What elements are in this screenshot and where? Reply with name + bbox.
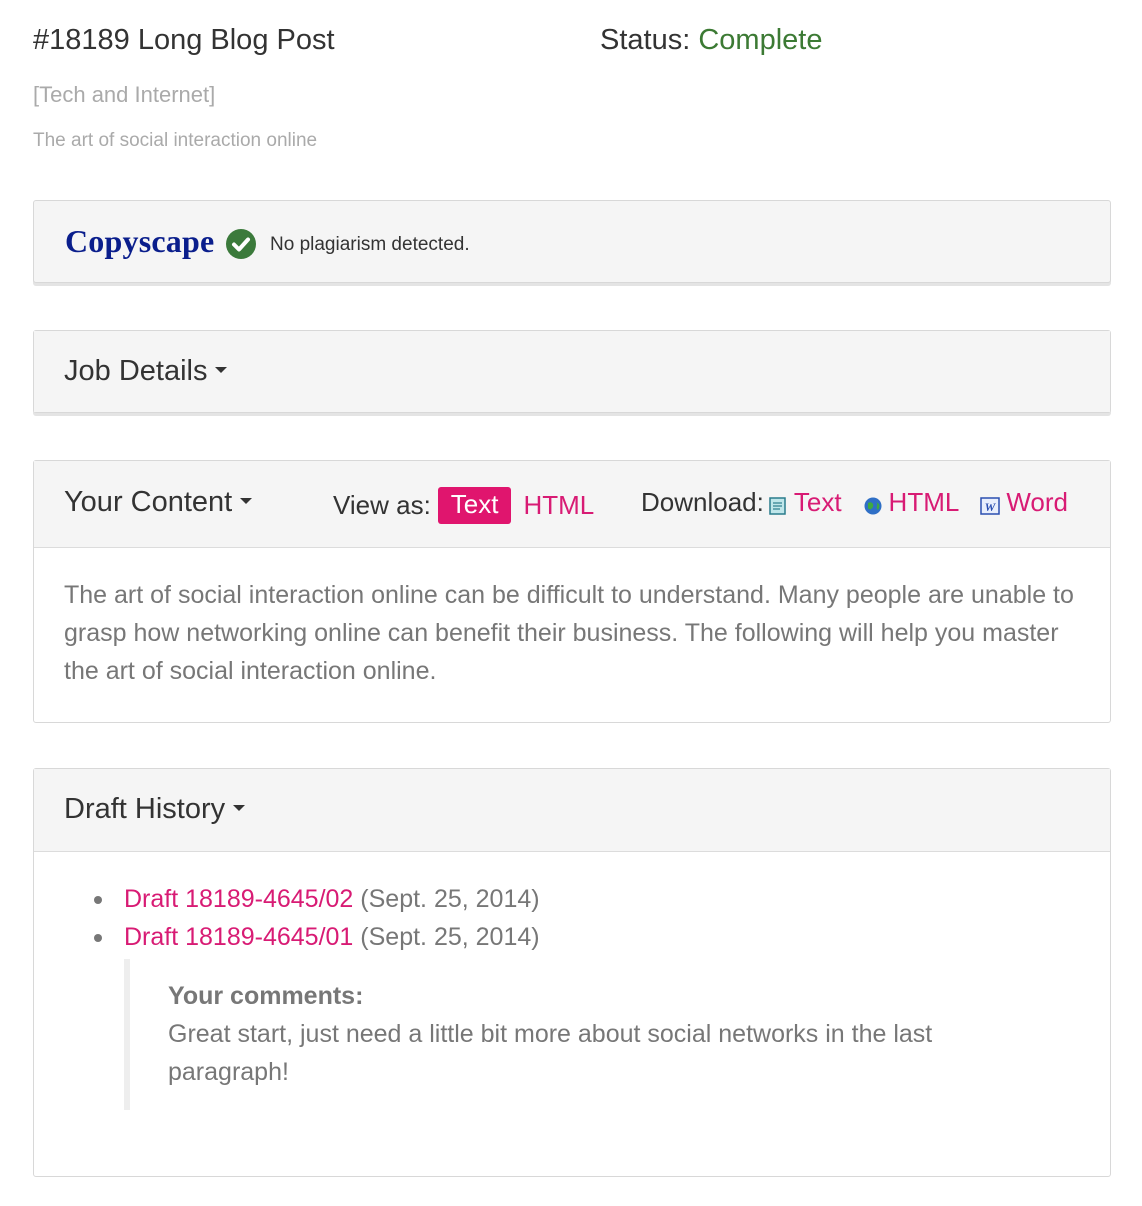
draft-comment xyxy=(124,959,1024,1110)
view-as-group xyxy=(333,487,594,524)
your-content-toggle[interactable] xyxy=(64,486,252,519)
check-circle-icon xyxy=(226,229,256,259)
caret-down-icon xyxy=(240,498,252,504)
job-details-toggle[interactable] xyxy=(64,355,227,388)
view-as-text-button[interactable]: Text xyxy=(438,487,512,524)
job-details-panel xyxy=(33,330,1111,413)
job-details-title: Job Details xyxy=(64,355,208,387)
download-html-label: HTML xyxy=(888,487,960,517)
draft-history-title: Draft History xyxy=(64,793,226,825)
your-content-title: Your Content xyxy=(64,486,233,518)
list-item xyxy=(124,880,540,918)
draft-link[interactable]: Draft 18189-4645/02 xyxy=(124,885,354,913)
draft-list xyxy=(124,880,540,956)
job-category: [Tech and Internet] xyxy=(33,82,216,107)
view-as-html-link[interactable]: HTML xyxy=(523,490,595,520)
download-label: Download: xyxy=(641,487,764,517)
view-as-label: View as: xyxy=(333,490,431,520)
page-title: #18189 Long Blog Post xyxy=(33,24,335,56)
draft-history-panel xyxy=(33,768,1111,1177)
job-details-heading[interactable] xyxy=(34,331,1110,412)
copyscape-logo: Copyscape xyxy=(65,223,215,259)
download-html-link[interactable] xyxy=(862,487,960,518)
draft-history-heading xyxy=(34,769,1110,852)
download-text-link[interactable] xyxy=(767,487,842,518)
draft-date: (Sept. 25, 2014) xyxy=(360,923,540,951)
comment-text: Great start, just need a little bit more about social networks in the last paragraph! xyxy=(168,1020,933,1086)
text-file-icon xyxy=(767,493,789,515)
svg-text:W: W xyxy=(984,499,996,514)
your-content-heading xyxy=(34,461,1110,548)
word-doc-icon xyxy=(979,493,1001,515)
draft-link[interactable]: Draft 18189-4645/01 xyxy=(124,923,354,951)
job-subtitle: The art of social interaction online xyxy=(33,130,318,151)
draft-history-toggle[interactable] xyxy=(64,793,245,826)
download-text-label: Text xyxy=(793,487,842,517)
bullet-icon xyxy=(94,896,102,904)
download-group xyxy=(641,487,1068,518)
content-body-text: The art of social interaction online can be difficult to understand. Many people are unable to grasp how networking online can benefit their business. The following will help you master the art of social interaction online. xyxy=(64,581,1074,685)
list-item xyxy=(124,918,540,956)
comment-label: Your comments: xyxy=(168,982,364,1010)
copyscape-panel xyxy=(33,200,1111,283)
your-content-panel xyxy=(33,460,1111,723)
globe-icon xyxy=(862,493,884,515)
job-status xyxy=(600,24,822,57)
plagiarism-message: No plagiarism detected. xyxy=(270,234,470,255)
status-value: Complete xyxy=(698,24,823,56)
draft-date: (Sept. 25, 2014) xyxy=(360,885,540,913)
caret-down-icon xyxy=(215,367,227,373)
bullet-icon xyxy=(94,934,102,942)
status-label: Status: xyxy=(600,24,691,56)
download-word-label: Word xyxy=(1006,487,1068,517)
download-word-link[interactable] xyxy=(979,487,1068,518)
caret-down-icon xyxy=(233,805,245,811)
